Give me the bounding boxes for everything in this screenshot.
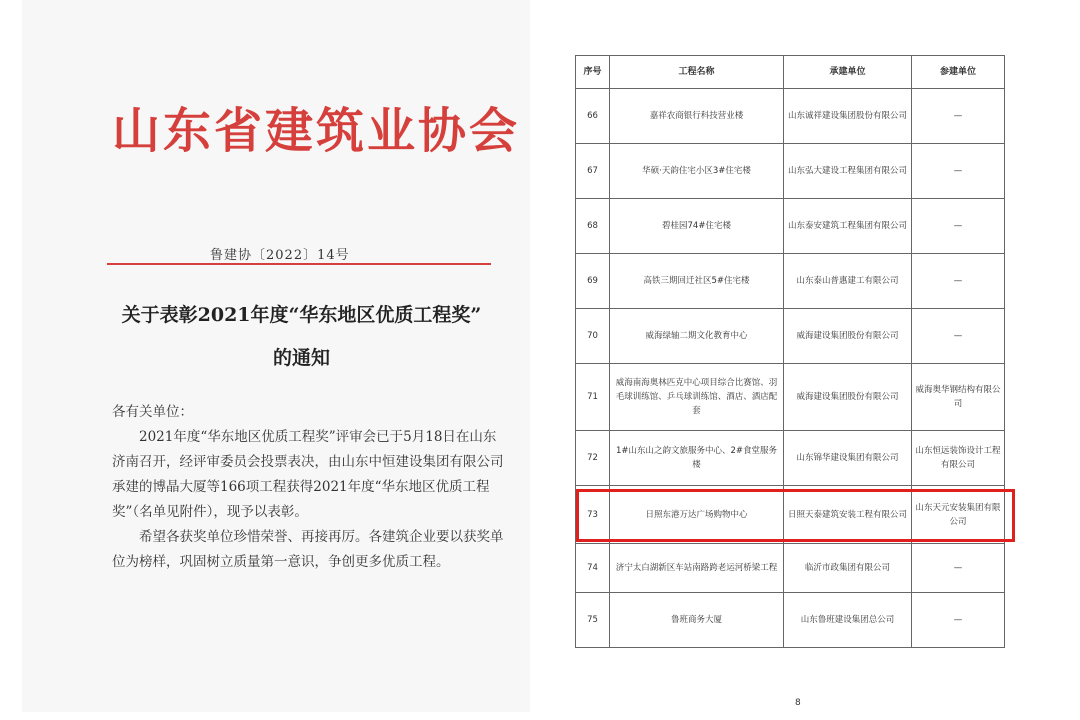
row-participant: — <box>912 593 1005 648</box>
row-participant: 威海奥华钢结构有限公司 <box>912 364 1005 431</box>
row-contractor: 山东泰安建筑工程集团有限公司 <box>784 199 912 254</box>
row-participant: — <box>912 544 1005 593</box>
row-project: 鲁班商务大厦 <box>610 593 784 648</box>
notice-body <box>112 400 504 575</box>
table-row <box>576 593 1005 648</box>
table-row <box>576 254 1005 309</box>
row-no: 70 <box>576 309 610 364</box>
row-participant: — <box>912 199 1005 254</box>
award-list-page <box>540 0 1080 720</box>
row-no: 72 <box>576 431 610 486</box>
row-no: 73 <box>576 486 610 544</box>
row-contractor: 山东弘大建设工程集团有限公司 <box>784 144 912 199</box>
row-project: 华硕·天韵住宅小区3#住宅楼 <box>610 144 784 199</box>
row-no: 74 <box>576 544 610 593</box>
table-row <box>576 144 1005 199</box>
paragraph-1: 2021年度“华东地区优质工程奖”评审会已于5月18日在山东济南召开，经评审委员会投票表决，由山东中恒建设集团有限公司承建的博晶大厦等166项工程获得2021年度“华东地区优质工程奖”（名单见附件），现予以表彰。 <box>112 429 504 520</box>
table-row <box>576 544 1005 593</box>
salutation: 各有关单位： <box>112 404 193 420</box>
row-no: 75 <box>576 593 610 648</box>
header-contractor: 承建单位 <box>784 56 912 89</box>
row-project: 高铁三期回迁社区5#住宅楼 <box>610 254 784 309</box>
row-no: 71 <box>576 364 610 431</box>
header-participant: 参建单位 <box>912 56 1005 89</box>
row-no: 69 <box>576 254 610 309</box>
row-contractor: 威海建设集团股份有限公司 <box>784 364 912 431</box>
row-participant: 山东恒远装饰设计工程有限公司 <box>912 431 1005 486</box>
row-participant: — <box>912 309 1005 364</box>
header-project: 工程名称 <box>610 56 784 89</box>
table-row <box>576 309 1005 364</box>
table-row <box>576 89 1005 144</box>
row-participant: — <box>912 89 1005 144</box>
table-row <box>576 364 1005 431</box>
red-divider-line <box>107 263 491 265</box>
row-no: 68 <box>576 199 610 254</box>
row-no: 66 <box>576 89 610 144</box>
document-number: 鲁建协〔2022〕14号 <box>210 248 350 263</box>
notice-title-line1: 关于表彰2021年度“华东地区优质工程奖” <box>121 304 482 326</box>
row-project: 日照东港万达广场购物中心 <box>610 486 784 544</box>
row-contractor: 山东锦华建设集团有限公司 <box>784 431 912 486</box>
page-number: 8 <box>795 698 801 708</box>
row-contractor: 山东诚祥建设集团股份有限公司 <box>784 89 912 144</box>
row-participant: — <box>912 254 1005 309</box>
award-table <box>575 55 1005 648</box>
row-project: 1#山东山之韵文旅服务中心、2#食堂服务楼 <box>610 431 784 486</box>
row-contractor: 威海建设集团股份有限公司 <box>784 309 912 364</box>
table-row <box>576 199 1005 254</box>
letterhead-title: 山东省建筑业协会 <box>112 103 521 159</box>
row-contractor: 临沂市政集团有限公司 <box>784 544 912 593</box>
table-row <box>576 431 1005 486</box>
table-row-highlighted <box>576 486 1005 544</box>
notice-page <box>22 0 530 712</box>
row-contractor: 山东鲁班建设集团总公司 <box>784 593 912 648</box>
row-participant: 山东天元安装集团有限公司 <box>912 486 1005 544</box>
row-project: 济宁太白湖新区车站南路跨老运河桥梁工程 <box>610 544 784 593</box>
table-header-row <box>576 56 1005 89</box>
row-project: 威海南海奥林匹克中心项目综合比赛馆、羽毛球训练馆、乒乓球训练馆、酒店、酒店配套 <box>610 364 784 431</box>
row-project: 嘉祥农商银行科技营业楼 <box>610 89 784 144</box>
row-no: 67 <box>576 144 610 199</box>
row-participant: — <box>912 144 1005 199</box>
header-no: 序号 <box>576 56 610 89</box>
row-project: 碧桂园74#住宅楼 <box>610 199 784 254</box>
row-contractor: 日照天泰建筑安装工程有限公司 <box>784 486 912 544</box>
notice-title-line2: 的通知 <box>272 347 330 369</box>
paragraph-2: 希望各获奖单位珍惜荣誉、再接再厉。各建筑企业要以获奖单位为榜样，巩固树立质量第一意识，争创更多优质工程。 <box>112 529 504 570</box>
row-project: 威海绿轴二期文化教育中心 <box>610 309 784 364</box>
row-contractor: 山东泰山普惠建工有限公司 <box>784 254 912 309</box>
